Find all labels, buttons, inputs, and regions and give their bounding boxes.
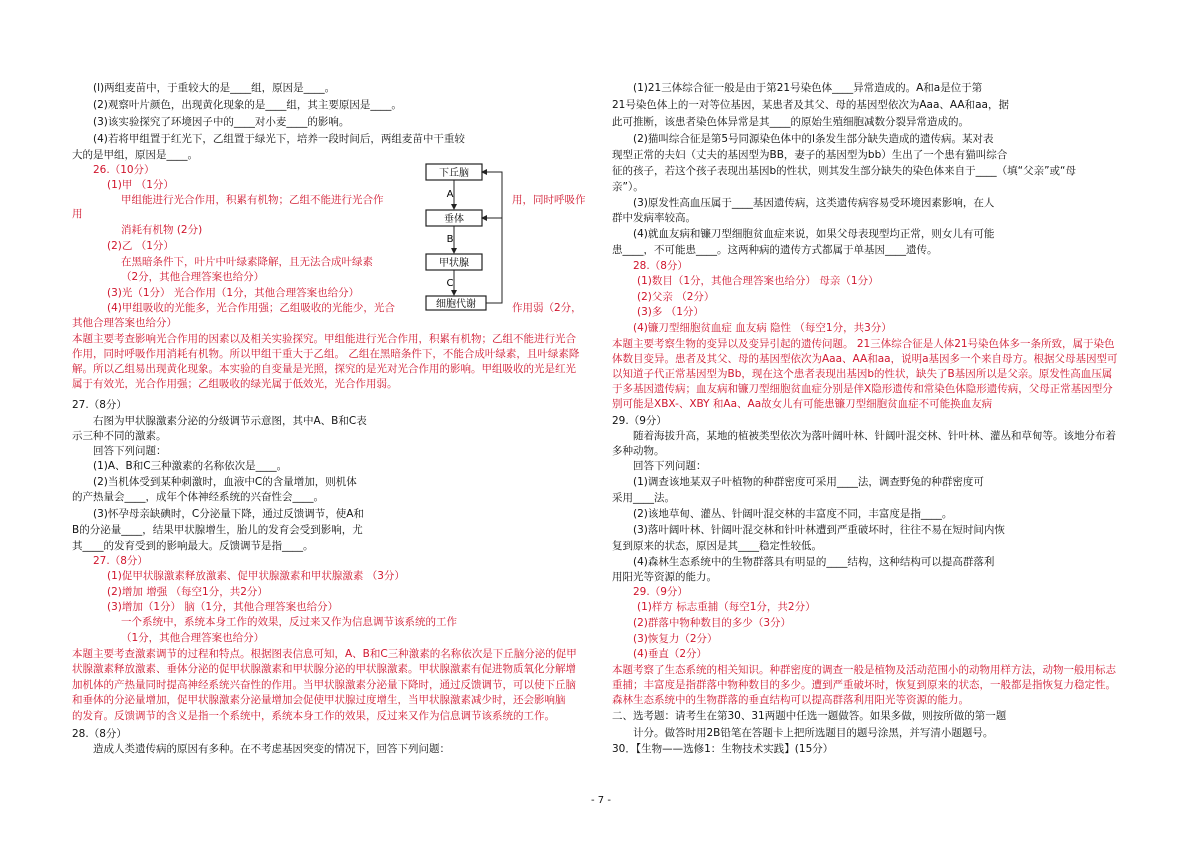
right-column-text-line: 30．【生物——选修1：生物技术实践】(15分） — [612, 743, 834, 755]
right-column-text-line: 群中发病率较高。 — [612, 212, 696, 224]
right-column-text-line: (3)多 （1分） — [637, 306, 704, 318]
right-column-text-line: 于多基因遗传病；血友病和镰刀型细胞贫血症分别是伴X隐形遗传和常染色体隐形遗传病，父母正常基因型分 — [612, 383, 1113, 395]
arrow-b-label: B — [446, 234, 454, 245]
left-column-text-line: 右图为甲状腺激素分泌的分级调节示意图，其中A、B和C表 — [93, 415, 367, 427]
right-column-text-line: 森林生态系统中的生物群落的垂直结构可以提高群落利用阳光等资源的能力。 — [612, 694, 969, 706]
left-column-text-line: (3)光（1分） 光合作用（1分，其他合理答案也给分） — [107, 287, 360, 299]
right-column-text-line: 以知道子代正常基因型为Bb，现在这个患者表现出基因b的性状，缺失了B基因所以是父亲。原发性高血压属 — [612, 368, 1113, 380]
thyroid-regulation-diagram — [424, 162, 524, 312]
right-column-text-line: (1)样方 标志重捕（每空1分，共2分） — [637, 601, 816, 613]
right-column-text-line: 29.（9分） — [612, 415, 667, 427]
left-column-text-line: 大的是甲组，原因是____。 — [72, 149, 198, 161]
right-column-text-line: 别可能是XBX-、XBY 和Aa、Aa故女儿有可能患镰刀型细胞贫血症不可能换血友病 — [612, 398, 993, 410]
left-column-text-line: 用，同时呼吸作 — [512, 194, 586, 206]
right-column-text-line: 28.（8分） — [633, 260, 688, 272]
arrow-a-label: A — [446, 189, 454, 200]
left-column-text-line: (3)该实验探究了环境因子中的____对小麦____的影响。 — [93, 116, 350, 128]
left-column-text-line: 的产热量会____，成年个体神经系统的兴奋性会____。 — [72, 491, 324, 503]
left-column-text-line: 本题主要考查激素调节的过程和特点。根据图表信息可知，A、B和C三种激素的名称依次是下丘脑分泌的促甲 — [72, 648, 577, 660]
right-column-text-line: 患____，不可能患____。这两种病的遗传方式都属于单基因____遗传。 — [612, 244, 938, 256]
left-column-text-line: 27.（8分） — [72, 399, 127, 411]
left-column-text-line: （2分，其他合理答案也给分） — [121, 271, 265, 283]
left-column-text-line: 造成人类遗传病的原因有多种。在不考虑基因突变的情况下，回答下列问题： — [93, 743, 450, 755]
left-column-text-line: (1)促甲状腺激素释放激素、促甲状腺激素和甲状腺激素 （3分） — [107, 570, 405, 582]
left-column-text-line: 作用弱（2分， — [512, 302, 582, 314]
metabolism-label: 细胞代谢 — [436, 299, 476, 310]
right-column-text-line: 现型正常的夫妇（丈夫的基因型为BB，妻子的基因型为bb）生出了一个患有猫叫综合 — [612, 149, 1008, 161]
left-column-text-line: 用 — [72, 208, 83, 220]
right-column-text-line: (1)数目（1分，其他合理答案也给分） 母亲（1分） — [637, 275, 879, 287]
left-column-text-line: 26.（10分） — [93, 164, 155, 176]
arrow-c-label: C — [446, 278, 454, 289]
right-column-text-line: 二、选考题：请考生在第30、31两题中任选一题做答。如果多做，则按所做的第一题 — [612, 710, 1007, 722]
left-column-text-line: 示三种不同的激素。 — [72, 430, 167, 442]
right-column-text-line: (1)21三体综合征一般是由于第21号染色体____异常造成的。A和a是位于第 — [633, 82, 983, 94]
left-column-text-line: 消耗有机物 (2分) — [121, 224, 203, 236]
left-column-text-line: 本题主要考查影响光合作用的因素以及相关实验探究。甲组能进行光合作用，积累有机物；乙组不能进行光合 — [72, 333, 576, 345]
left-column-text-line: (l)两组麦苗中，于重较大的是____组，原因是____。 — [93, 82, 336, 94]
left-column-text-line: 回答下列问题： — [93, 445, 167, 457]
left-column-text-line: 在黑暗条件下，叶片中叶绿素降解，且无法合成叶绿素 — [121, 256, 373, 268]
left-column-text-line: B的分泌量____，结果甲状腺增生，胎儿的发育会受到影响，尤 — [72, 524, 363, 536]
pituitary-label: 垂体 — [444, 214, 464, 225]
right-column-text-line: (3)原发性高血压属于____基因遗传病，这类遗传病容易受环境因素影响，在人 — [633, 197, 995, 209]
feedback-arrow-to-hypothalamus — [482, 172, 502, 303]
right-column-text-line: 体数目变异。患者及其父、母的基因型依次为Aaa、AA和aa，说明a基因多一个来自母方。根据父母基因型可 — [612, 353, 1118, 365]
left-column-text-line: (3)怀孕母亲缺碘时，C分泌量下降，通过反馈调节，使A和 — [93, 508, 364, 520]
thyroid-label: 甲状腺 — [439, 258, 469, 269]
left-column-text-line: 加机体的产热量同时提高神经系统兴奋性的作用。当甲状腺激素分泌量下降时，通过反馈调节，可以使下丘脑 — [72, 679, 576, 691]
right-column-text-line: 此可推断，该患者染色体异常是其____的原始生殖细胞减数分裂异常造成的。 — [612, 116, 969, 128]
left-column-text-line: (2)观察叶片颜色，出现黄化现象的是____组，其主要原因是____。 — [93, 99, 402, 111]
left-column-text-line: 27.（8分） — [93, 555, 148, 567]
left-column-text-line: (2)当机体受到某种刺激时，血液中C的含量增加，则机体 — [93, 476, 357, 488]
left-column-text-line: (4)若将甲组置于红光下，乙组置于绿光下，培养一段时间后，两组麦苗中干重较 — [93, 133, 465, 145]
right-column-text-line: 本题主要考察生物的变异以及变异引起的遗传问题。 21三体综合征是人体21号染色体多一条所致，属于染色 — [612, 338, 1115, 350]
left-column-text-line: (1)A、B和C三种激素的名称依次是____。 — [93, 460, 288, 472]
left-column-text-line: 28.（8分） — [72, 728, 127, 740]
hypothalamus-label: 下丘脑 — [439, 168, 469, 179]
right-column-text-line: 征的孩子，若这个孩子表现出基因b的性状，则其发生部分缺失的染色体来自于____（填“父亲”或“母 — [612, 165, 1076, 177]
left-column-text-line: (2)乙 （1分） — [107, 240, 174, 252]
right-column-text-line: (2)猫叫综合征是第5号同源染色体中的l条发生部分缺失造成的遗传病。某对表 — [633, 133, 994, 145]
left-column-text-line: 其____的发育受到的影响最大。反馈调节是指____。 — [72, 540, 314, 552]
left-column-text-line: 解。所以乙组易出现黄化现象。本实验的自变量是光照，探究的是光对光合作用的影响。甲组吸收的光是红光 — [72, 363, 576, 375]
right-column-text-line: (3)落叶阔叶林、针阔叶混交林和针叶林遭到严重破坏时，往往不易在短时间内恢 — [633, 524, 1005, 536]
right-column-text-line: (1)调查该地某双子叶植物的种群密度可采用____法，调查野兔的种群密度可 — [633, 476, 984, 488]
right-column-text-line: 亲”）。 — [612, 181, 644, 193]
right-column-text-line: 回答下列问题： — [633, 460, 707, 472]
right-column-text-line: (2)该地草甸、灌丛、针阔叶混交林的丰富度不同，丰富度是指____。 — [633, 508, 953, 520]
right-column-text-line: (4)垂直（2分） — [633, 648, 708, 660]
left-column-text-line: (4)甲组吸收的光能多，光合作用强；乙组吸收的光能少，光合 — [107, 302, 395, 314]
left-column-text-line: 其他合理答案也给分） — [72, 317, 177, 329]
left-column-text-line: 的发育。反馈调节的含义是指一个系统中，系统本身工作的效果，反过来又作为信息调节该系统的工作。 — [72, 710, 555, 722]
right-column-text-line: 多种动物。 — [612, 445, 665, 457]
right-column-text-line: 计分。做答时用2B铅笔在答题卡上把所选题目的题号涂黑，并写清小题题号。 — [633, 727, 994, 739]
left-column-text-line: 属于有效光，光合作用强；乙组吸收的绿光属于低效光，光合作用弱。 — [72, 378, 398, 390]
right-column-text-line: 采用____法。 — [612, 492, 675, 504]
left-column-text-line: 状腺激素释放激素、垂体分泌的促甲状腺激素和甲状腺分泌的甲状腺激素。甲状腺激素有促进物质氧化分解增 — [72, 663, 576, 675]
right-column-text-line: 随着海拔升高，某地的植被类型依次为落叶阔叶林、针阔叶混交林、针叶林、灌丛和草甸等。该地分布着 — [633, 430, 1116, 442]
left-column-text-line: （1分，其他合理答案也给分） — [121, 632, 265, 644]
right-column-text-line: (4)镰刀型细胞贫血症 血友病 隐性 （每空1分，共3分） — [633, 322, 892, 334]
right-column-text-line: (4)就血友病和镰刀型细胞贫血症来说，如果父母表现型均正常，则女儿有可能 — [633, 228, 995, 240]
right-column-text-line: 21号染色体上的一对等位基因，某患者及其父、母的基因型依次为Aaa、AA和aa，据 — [612, 99, 1009, 111]
left-column-text-line: (3)增加（1分） 脑（1分，其他合理答案也给分） — [107, 601, 339, 613]
right-column-text-line: (4)森林生态系统中的生物群落具有明显的____结构，这种结构可以提高群落利 — [633, 556, 995, 568]
left-column-text-line: 作用，同时呼吸作用消耗有机物。所以甲组干重大于乙组。 乙组在黑暗条件下，不能合成叶绿素，且叶绿素降 — [72, 348, 580, 360]
right-column-text-line: 重捕；丰富度是指群落中物种数目的多少。遭到严重破坏时，恢复到原来的状态，一般都是指恢复力稳定性。 — [612, 679, 1116, 691]
left-column-text-line: 甲组能进行光合作用，积累有机物；乙组不能进行光合作 — [121, 194, 384, 206]
right-column-text-line: 29.（9分） — [633, 586, 688, 598]
right-column-text-line: (3)恢复力（2分） — [633, 633, 718, 645]
right-column-text-line: 复到原来的状态，原因是其____稳定性较低。 — [612, 540, 822, 552]
right-column-text-line: (2)群落中物种数目的多少（3分） — [633, 617, 792, 629]
right-column-text-line: 用阳光等资源的能力。 — [612, 571, 717, 583]
left-column-text-line: (2)增加 增强 （每空1分，共2分） — [107, 586, 268, 598]
page-number: - 7 - — [591, 795, 611, 806]
left-column-text-line: (1)甲 （1分） — [107, 179, 174, 191]
left-column-text-line: 一个系统中，系统本身工作的效果，反过来又作为信息调节该系统的工作 — [121, 616, 457, 628]
right-column-text-line: (2)父亲 （2分） — [637, 291, 715, 303]
left-column-text-line: 和垂体的分泌量增加，促甲状腺激素分泌量增加会促使甲状腺过度增生，当甲状腺激素减少时，还会影响脑 — [72, 694, 566, 706]
right-column-text-line: 本题考察了生态系统的相关知识。种群密度的调查一般是植物及活动范围小的动物用样方法，动物一般用标志 — [612, 664, 1116, 676]
